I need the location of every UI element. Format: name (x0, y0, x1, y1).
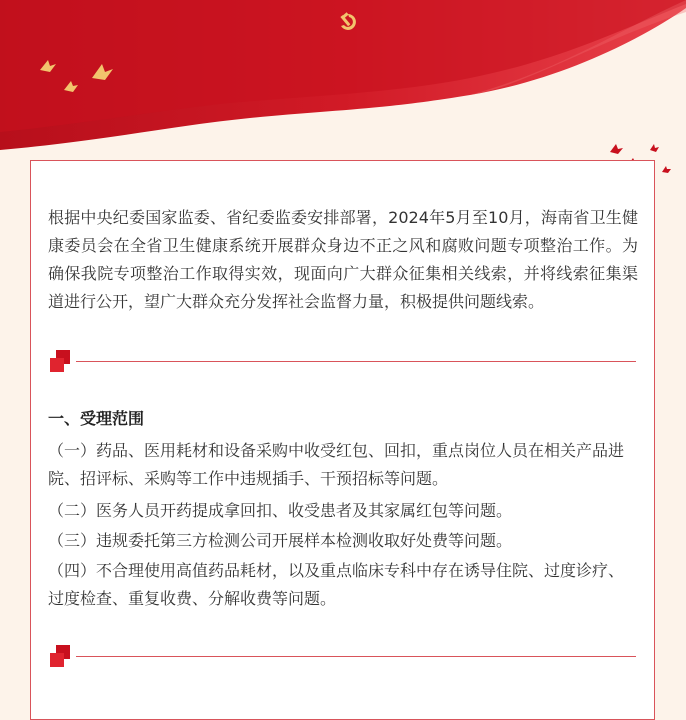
list-item: （三）违规委托第三方检测公司开展样本检测收取好处费等问题。 (48, 531, 513, 550)
list-item: （四）不合理使用高值药品耗材，以及重点临床专科中存在诱导住院、过度诊疗、过度检查、重复收费、分解收费等问题。 (48, 561, 625, 608)
section-title: 一、受理范围 (48, 409, 145, 428)
section-divider (50, 645, 636, 669)
list-item: （二）医务人员开药提成拿回扣、收受患者及其家属红包等问题。 (48, 501, 513, 520)
divider-mark-icon (50, 350, 70, 372)
red-flag-banner (0, 0, 686, 175)
section-divider (50, 350, 636, 374)
intro-paragraph: 根据中央纪委国家监委、省纪委监委安排部署，2024年5月至10月，海南省卫生健康委员会在全省卫生健康系统开展群众身边不正之风和腐败问题专项整治工作。为确保我院专项整治工作取得实效，现面向广大群众征集相关线索，并将线索征集渠道进行公开，望广大群众充分发挥社会监督力量，积极提供问题线索。 (48, 208, 638, 311)
list-item: （一）药品、医用耗材和设备采购中收受红包、回扣，重点岗位人员在相关产品进院、招评标、采购等工作中违规插手、干预招标等问题。 (48, 441, 625, 488)
divider-mark-icon (50, 645, 70, 667)
